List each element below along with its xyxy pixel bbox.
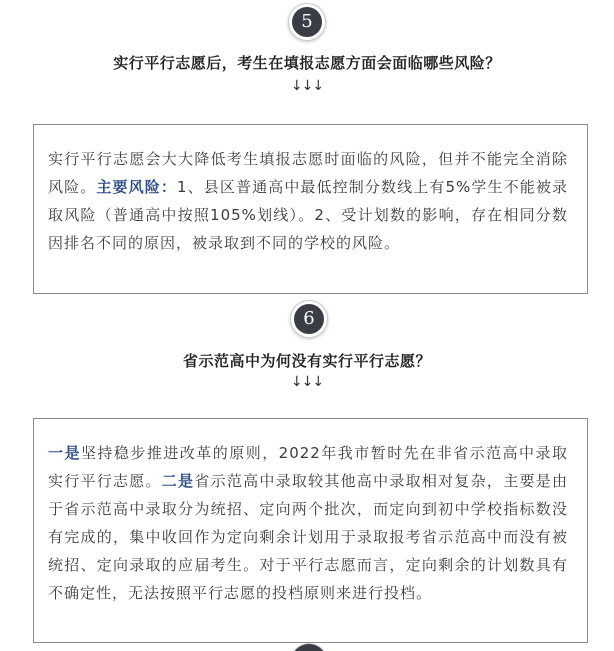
answer-6-highlight-2: 二是 (161, 472, 195, 490)
answer-6-highlight-1: 一是 (48, 444, 81, 462)
answer-5-part1: 实行平行志愿会大大降低考生填报志愿时面临的风险，但并不能完全消除风险。 (48, 150, 568, 196)
section-6-answer-card (33, 418, 588, 643)
section-number-badge-5: 5 (289, 4, 325, 40)
answer-6-part2: 省示范高中录取较其他高中录取相对复杂，主要是由于省示范高中录取分为统招、定向两个批次，而定向到初中学校指标数没有完成的，集中收回作为定向剩余计划用于录取报考省示范高中而没有被统招、定向录取的应届考生。对于平行志愿而言，定向剩余的计划数具有不确定性，无法按照平行志愿的投档原则来进行投档。 (48, 472, 568, 602)
section-6-question: 省示范高中为何没有实行平行志愿？ (182, 352, 431, 370)
down-arrows-icon: ↓↓↓ (290, 78, 324, 94)
section-6-answer-text (48, 439, 568, 607)
section-5-answer-text (48, 145, 568, 257)
section-5-answer-card (33, 124, 588, 294)
down-arrows-icon: ↓↓↓ (290, 374, 324, 390)
answer-5-highlight: 主要风险： (96, 178, 177, 196)
answer-6-part1: 坚持稳步推进改革的原则，2022年我市暂时先在非省示范高中录取实行平行志愿。 (48, 444, 568, 490)
answer-5-part2: 1、县区普通高中最低控制分数线上有5%学生不能被录取风险（普通高中按照105%划线）。2、受计划数的影响，存在相同分数因排名不同的原因，被录取到不同的学校的风险。 (48, 178, 568, 252)
section-5-question: 实行平行志愿后，考生在填报志愿方面会面临哪些风险？ (113, 54, 501, 72)
next-section-badge (291, 644, 327, 651)
section-number-badge-6: 6 (291, 301, 327, 337)
